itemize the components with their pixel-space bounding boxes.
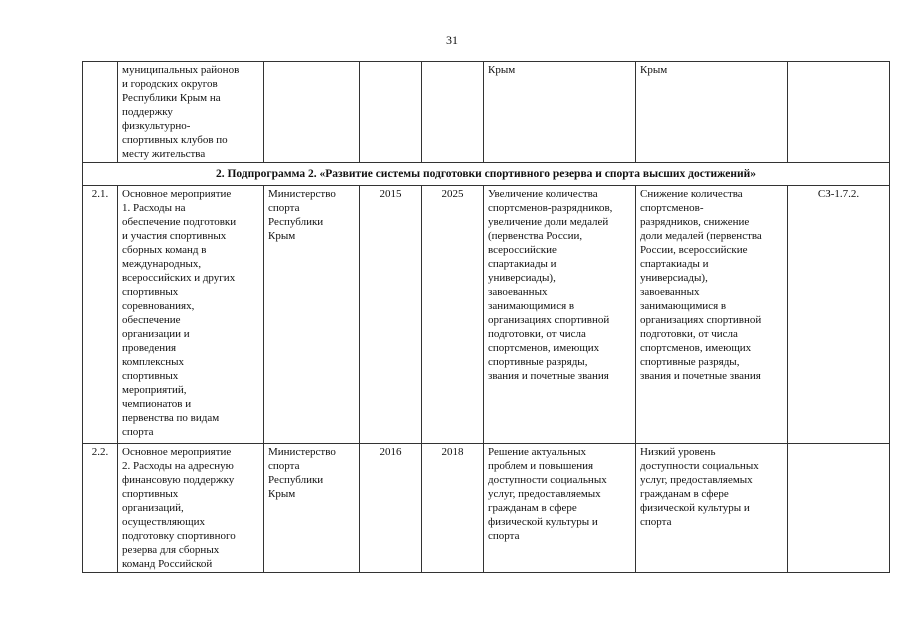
consequence-cell: Крым: [636, 62, 788, 163]
executor-cell: Министерство спорта Республики Крым: [264, 444, 360, 573]
start-year-cell: [360, 62, 422, 163]
indicator-code-cell: [788, 444, 890, 573]
activity-cell: Основное мероприятие 2. Расходы на адресную финансовую поддержку спортивных организаций, осуществляющих подготовку спортивного резерва для сборных команд Российской: [118, 444, 264, 573]
consequence-cell: Снижение количества спортсменов- разрядников, снижение доли медалей (первенства России, всероссийские спартакиады и универсиады), завоеванных занимающимися в организациях спортивной подготовки, от числа спортсменов, имеющих спортивные разряды, звания и почетные звания: [636, 186, 788, 444]
executor-cell: [264, 62, 360, 163]
row-number-cell: 2.2.: [83, 444, 118, 573]
row-number-cell: 2.1.: [83, 186, 118, 444]
end-year-cell: 2025: [422, 186, 484, 444]
start-year-cell: 2015: [360, 186, 422, 444]
executor-cell: Министерство спорта Республики Крым: [264, 186, 360, 444]
subprogram-title: 2. Подпрограмма 2. «Развитие системы подготовки спортивного резерва и спорта высших достижений»: [83, 163, 890, 186]
expected-result-cell: Решение актуальных проблем и повышения доступности социальных услуг, предоставляемых гражданам в сфере физической культуры и спорта: [484, 444, 636, 573]
table-row: [83, 62, 890, 163]
table-row: [83, 444, 890, 573]
consequence-cell: Низкий уровень доступности социальных услуг, предоставляемых гражданам в сфере физической культуры и спорта: [636, 444, 788, 573]
expected-result-cell: Крым: [484, 62, 636, 163]
page-number: 31: [446, 33, 458, 47]
start-year-cell: 2016: [360, 444, 422, 573]
table-row: [83, 186, 890, 444]
expected-result-cell: Увеличение количества спортсменов-разрядников, увеличение доли медалей (первенства России, всероссийские спартакиады и универсиады), завоеванных занимающимися в организациях спортивной подготовки, от числа спортсменов, имеющих спортивные разряды, звания и почетные звания: [484, 186, 636, 444]
indicator-code-cell: СЗ-1.7.2.: [788, 186, 890, 444]
activity-cell: Основное мероприятие 1. Расходы на обеспечение подготовки и участия спортивных сборных команд в международных, всероссийских и других спортивных соревнованиях, обеспечение организации и проведения комплексных спортивных мероприятий, чемпионатов и первенства по видам спорта: [118, 186, 264, 444]
row-number-cell: [83, 62, 118, 163]
program-activities-table: [82, 61, 890, 573]
end-year-cell: [422, 62, 484, 163]
subprogram-header-row: [83, 163, 890, 186]
indicator-code-cell: [788, 62, 890, 163]
activity-cell: муниципальных районов и городских округов Республики Крым на поддержку физкультурно- спортивных клубов по месту жительства: [118, 62, 264, 163]
end-year-cell: 2018: [422, 444, 484, 573]
